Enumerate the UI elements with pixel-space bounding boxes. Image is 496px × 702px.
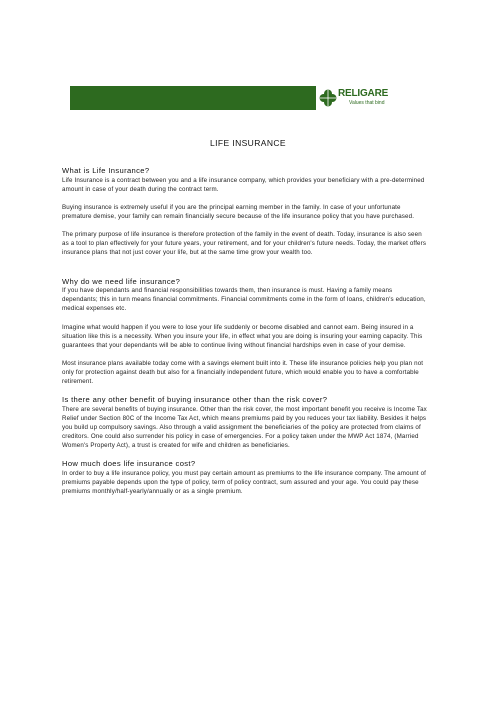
paragraph: There are several benefits of buying insurance. Other than the risk cover, the most important benefit you receive is Income Tax Relief under Section 80C of the Income Tax Act, which means premiums paid by you reduces your tax liability. Besides it helps you build up compulsory savings. Also through a valid assignment the beneficiaries of the policy are protected from claims of creditors. One could also surrender his policy in case of emergencies. For a policy taken under the MWP Act 1874, (Married Women's Property Act), a trust is created for wife and children as beneficiaries. — [62, 405, 427, 450]
paragraph: Most insurance plans available today come with a savings element built into it. These life insurance policies help you plan not only for protection against death but also for a financially independent future, which would enable you to have a comfortable retirement. — [62, 359, 424, 386]
paragraph: If you have dependants and financial responsibilities towards them, then insurance is must. Having a family means dependants; this in turn means financial commitments. Financial commitments come in the form of loans, children's education, medical expenses etc. — [62, 287, 426, 313]
paragraph: The primary purpose of life insurance is therefore protection of the family in the event of death. Today, insurance is also seen as a tool to plan effectively for your future years, your retirement, and for your children's future needs. Today, the market offers insurance plans that not just cover your life, but at the same time grow your wealth too. — [62, 231, 427, 257]
paragraph: In order to buy a life insurance policy, you must pay certain amount as premiums to the life insurance company. The amount of premiums payable depends upon the type of policy, term of policy contract, sum assured and your age. You could pay these premiums monthly/half-yearly/annually or as a single premium. — [62, 470, 427, 496]
religare-logo — [316, 86, 444, 110]
section-heading: What is Life Insurance? — [62, 166, 150, 175]
document-title: LIFE INSURANCE — [210, 138, 286, 148]
brand-tagline: Values that bind — [349, 100, 385, 106]
paragraph: Life Insurance is a contract between you and a life insurance company, which provides your beneficiary with a pre-determined amount in case of your death during the contract term. — [62, 176, 425, 193]
paragraph: Buying insurance is extremely useful if you are the principal earning member in the family. In case of your unfortunate premature demise, your family can remain financially secure because of the life insurance policy that you have purchased. — [62, 203, 415, 220]
clover-logo-icon — [319, 89, 337, 107]
document-body — [62, 166, 428, 505]
section-heading: Why do we need life insurance? — [62, 276, 181, 286]
paragraph: Imagine what would happen if you were to lose your life suddenly or become disabled and cannot earn. Being insured in a situation like this is a necessity. When you insure your life, in effect what you are doing is insuring your earning capacity. This guarantees that your dependants will be able to continue living without financial hardships even in case of your demise. — [62, 323, 423, 349]
section-heading: Is there any other benefit of buying insurance other than the risk cover? — [62, 395, 328, 405]
brand-name: RELIGARE — [338, 88, 389, 99]
green-banner-bar — [70, 86, 316, 110]
header-banner — [70, 86, 444, 110]
section-heading: How much does life insurance cost? — [62, 459, 196, 469]
